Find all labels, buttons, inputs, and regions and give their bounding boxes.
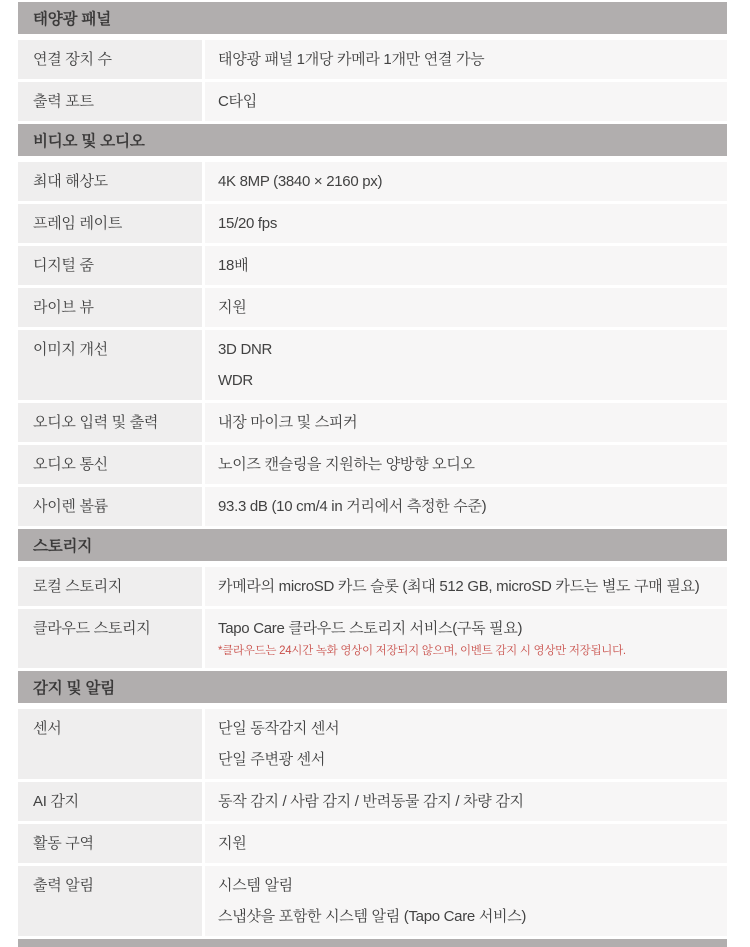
spec-label: 출력 포트 xyxy=(18,82,202,121)
spec-value-line: 단일 주변광 센서 xyxy=(218,751,326,768)
spec-value-line: 93.3 dB (10 cm/4 in 거리에서 측정한 수준) xyxy=(218,498,487,515)
spec-value-line: 노이즈 캔슬링을 지원하는 양방향 오디오 xyxy=(218,456,475,473)
section-header-video-audio: 비디오 및 오디오 xyxy=(18,124,727,156)
spec-label: 클라우드 스토리지 xyxy=(18,609,202,668)
spec-label: 디지털 줌 xyxy=(18,246,202,285)
spec-value xyxy=(205,288,727,327)
next-section-header-partial xyxy=(18,939,727,947)
spec-value xyxy=(205,824,727,863)
spec-value-line: 동작 감지 / 사람 감지 / 반려동물 감지 / 차량 감지 xyxy=(218,793,524,810)
spec-value xyxy=(205,162,727,201)
spec-value-line: 15/20 fps xyxy=(218,215,278,232)
spec-value xyxy=(205,82,727,121)
spec-value-line: Tapo Care 클라우드 스토리지 서비스(구독 필요) xyxy=(218,620,523,637)
spec-row-image-enhancement xyxy=(18,330,727,400)
spec-label: 라이브 뷰 xyxy=(18,288,202,327)
spec-value-line: 스냅샷을 포함한 시스템 알림 (Tapo Care 서비스) xyxy=(218,908,527,925)
spec-value xyxy=(205,445,727,484)
spec-value-line: 태양광 패널 1개당 카메라 1개만 연결 가능 xyxy=(218,51,485,68)
spec-label: 활동 구역 xyxy=(18,824,202,863)
spec-row-output-port xyxy=(18,82,727,121)
spec-value-line: WDR xyxy=(218,372,253,389)
spec-value xyxy=(205,40,727,79)
spec-value xyxy=(205,403,727,442)
spec-label: 연결 장치 수 xyxy=(18,40,202,79)
spec-value-line: 18배 xyxy=(218,257,249,274)
spec-value xyxy=(205,246,727,285)
spec-row-cloud-storage xyxy=(18,609,727,668)
spec-label: 센서 xyxy=(18,709,202,779)
spec-value xyxy=(205,782,727,821)
spec-row-activity-zones xyxy=(18,824,727,863)
spec-value xyxy=(205,709,727,779)
spec-value-line: 4K 8MP (3840 × 2160 px) xyxy=(218,173,383,190)
spec-value-line: C타입 xyxy=(218,93,257,110)
spec-value-line: 지원 xyxy=(218,835,247,852)
spec-label: 최대 해상도 xyxy=(18,162,202,201)
spec-value-line: 지원 xyxy=(218,299,247,316)
spec-row-audio-communication xyxy=(18,445,727,484)
spec-value-line: 내장 마이크 및 스피커 xyxy=(218,414,358,431)
spec-value-line: 3D DNR xyxy=(218,341,273,358)
spec-label: 출력 알림 xyxy=(18,866,202,936)
spec-row-connected-devices xyxy=(18,40,727,79)
spec-label: 오디오 입력 및 출력 xyxy=(18,403,202,442)
spec-value xyxy=(205,204,727,243)
section-header-detection-alerts: 감지 및 알림 xyxy=(18,671,727,703)
spec-value xyxy=(205,487,727,526)
spec-row-local-storage xyxy=(18,567,727,606)
spec-value-line: 단일 동작감지 센서 xyxy=(218,720,340,737)
spec-label: 오디오 통신 xyxy=(18,445,202,484)
spec-row-sensors xyxy=(18,709,727,779)
spec-row-live-view xyxy=(18,288,727,327)
spec-value xyxy=(205,567,727,606)
spec-label: AI 감지 xyxy=(18,782,202,821)
section-header-solar-panel: 태양광 패널 xyxy=(18,2,727,34)
spec-value-line: 카메라의 microSD 카드 슬롯 (최대 512 GB, microSD 카드는 별도 구매 필요) xyxy=(218,578,700,595)
spec-row-audio-io xyxy=(18,403,727,442)
spec-row-frame-rate xyxy=(18,204,727,243)
spec-label: 이미지 개선 xyxy=(18,330,202,400)
spec-value-line: 시스템 알림 xyxy=(218,877,293,894)
section-header-storage: 스토리지 xyxy=(18,529,727,561)
spec-label: 로컬 스토리지 xyxy=(18,567,202,606)
spec-value xyxy=(205,866,727,936)
spec-row-max-resolution xyxy=(18,162,727,201)
spec-value xyxy=(205,330,727,400)
cloud-storage-note: *클라우드는 24시간 녹화 영상이 저장되지 않으며, 이벤트 감지 시 영상만 저장됩니다. xyxy=(218,645,626,657)
spec-row-digital-zoom xyxy=(18,246,727,285)
spec-label: 사이렌 볼륨 xyxy=(18,487,202,526)
spec-label: 프레임 레이트 xyxy=(18,204,202,243)
spec-value xyxy=(205,609,727,668)
spec-row-siren-volume xyxy=(18,487,727,526)
spec-row-output-notifications xyxy=(18,866,727,936)
spec-row-ai-detection xyxy=(18,782,727,821)
